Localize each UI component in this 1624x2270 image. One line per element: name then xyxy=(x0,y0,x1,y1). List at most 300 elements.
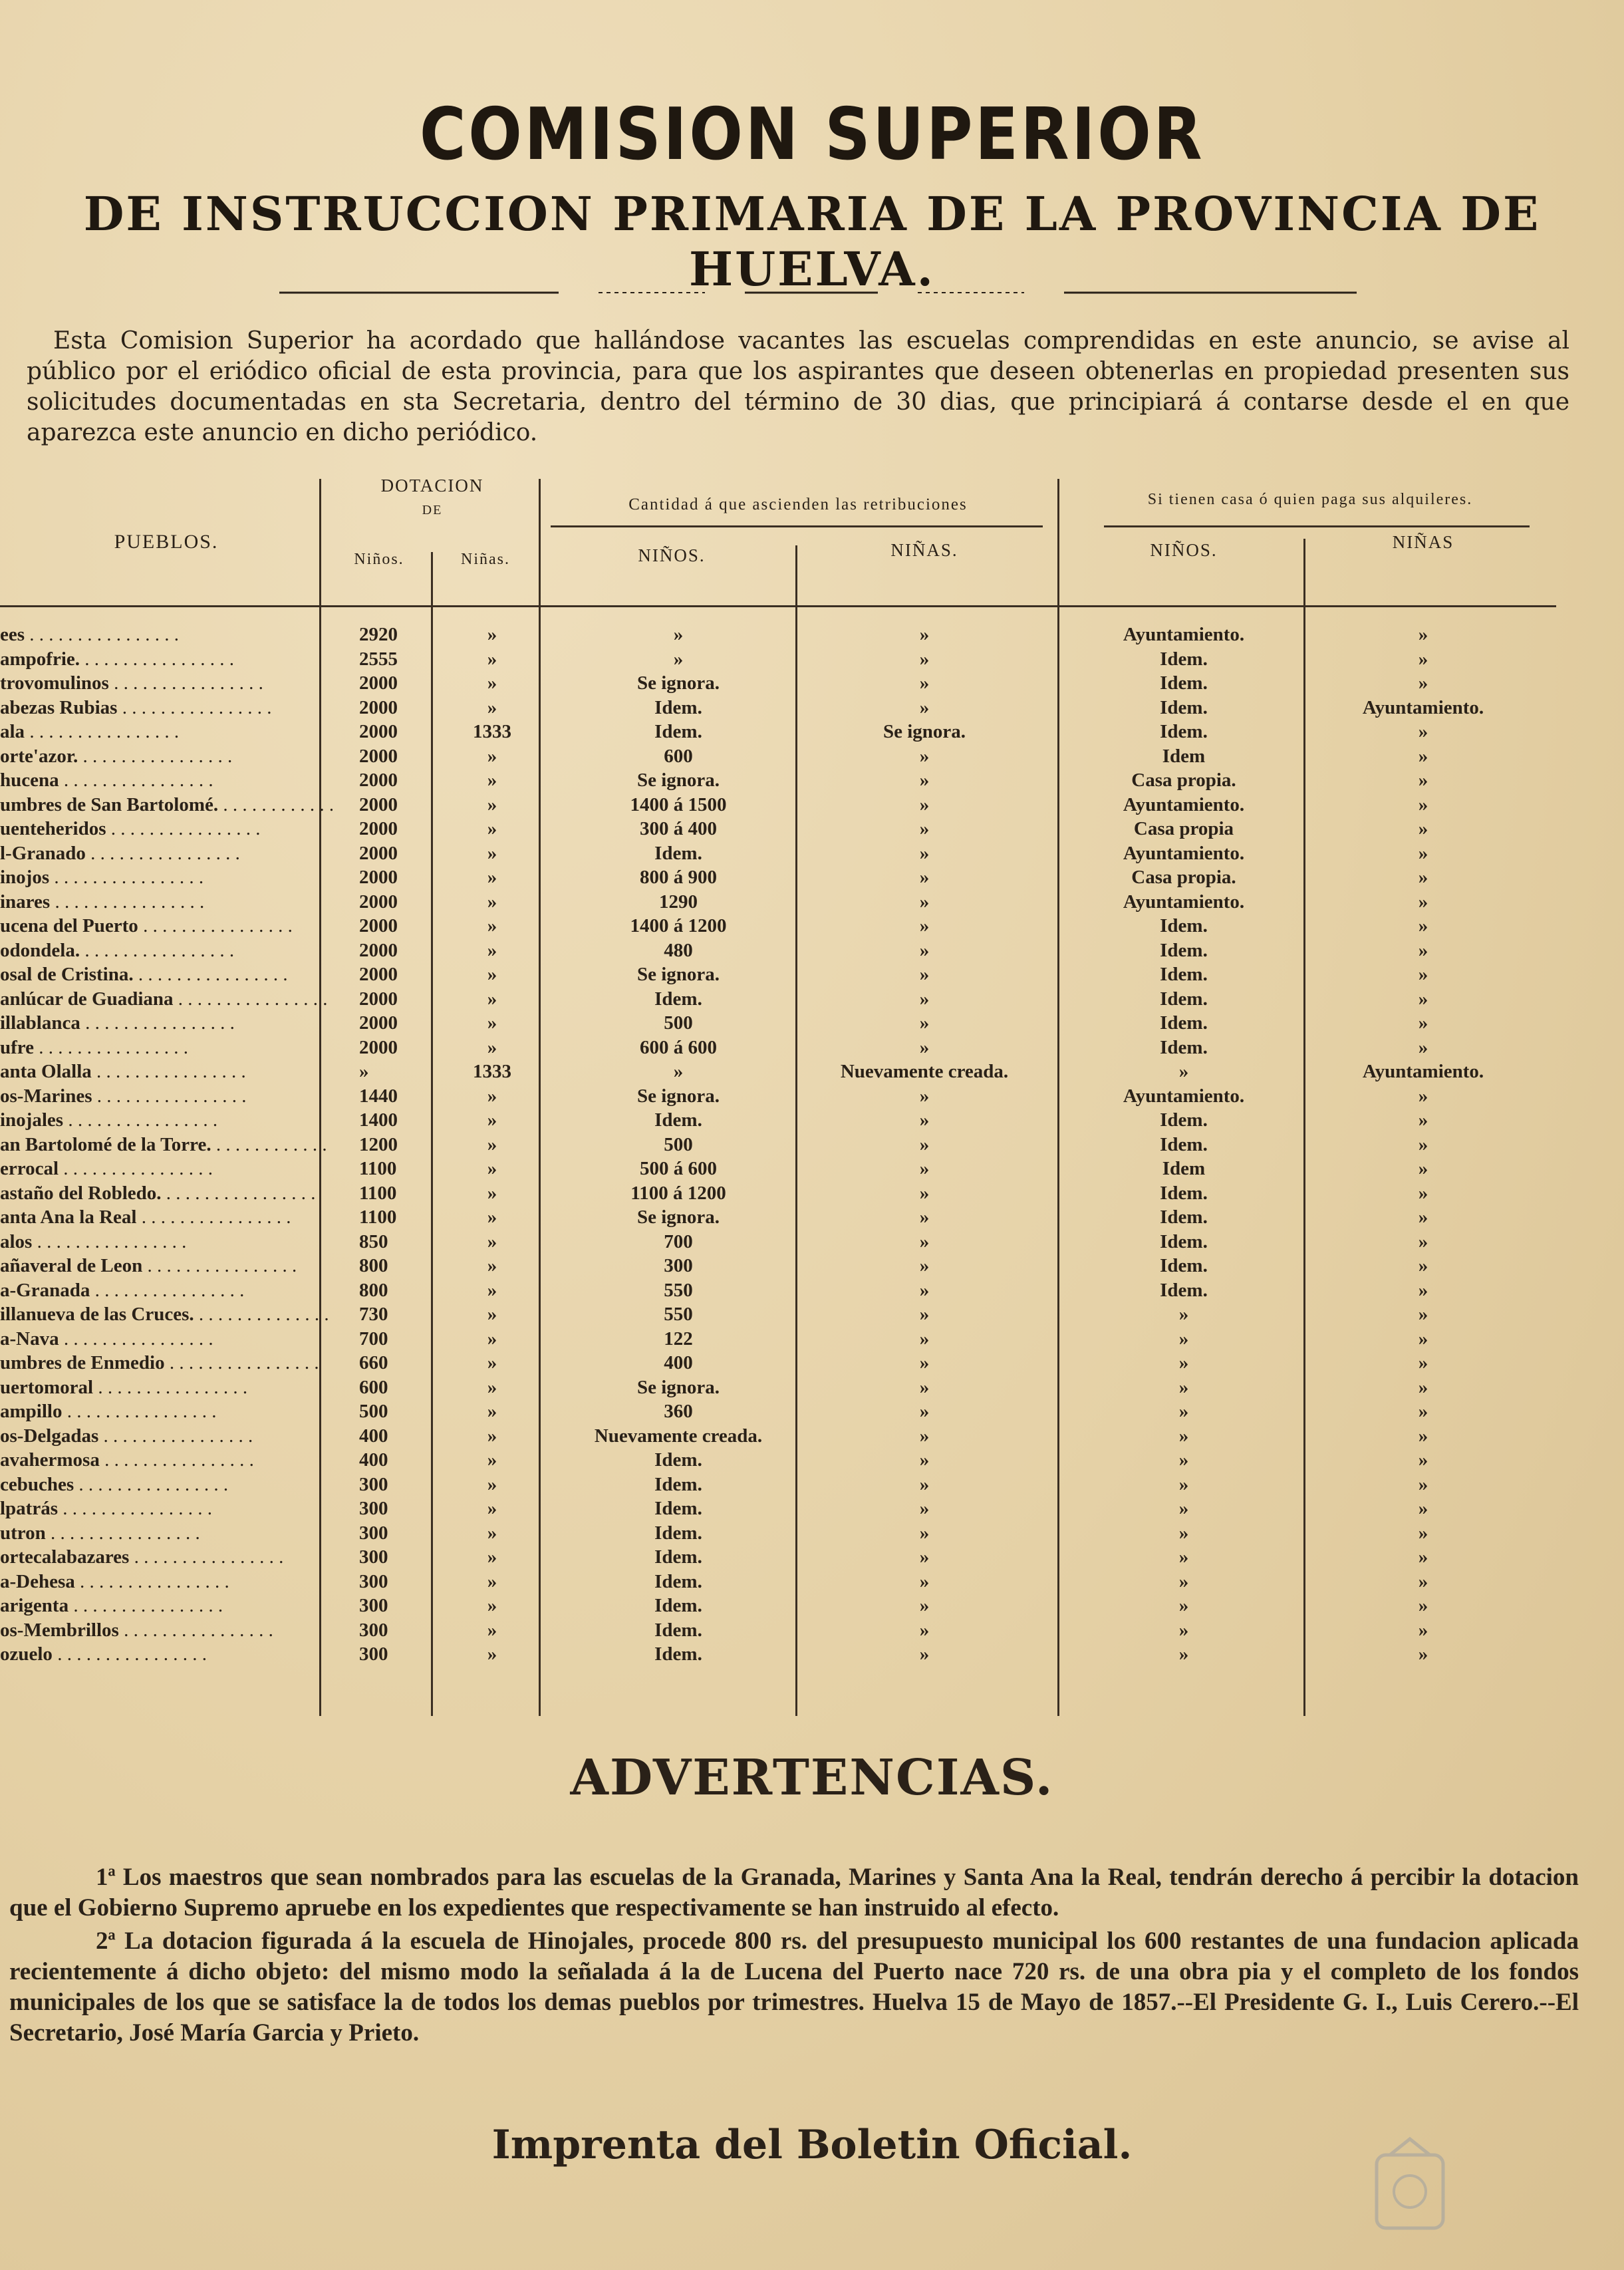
casa-ninas: » xyxy=(1418,1352,1428,1373)
retrib-ninos: Se ignora. xyxy=(636,1376,720,1398)
retrib-ninas: » xyxy=(919,1595,930,1616)
dotacion-ninas: » xyxy=(487,1570,497,1592)
casa-ninos: » xyxy=(1178,1061,1189,1082)
dotacion-ninos: 1100 xyxy=(359,1158,397,1179)
casa-ninas: » xyxy=(1418,1158,1428,1179)
table-row xyxy=(0,1134,1624,1159)
casa-ninos: Ayuntamiento. xyxy=(1123,1085,1245,1107)
table-row xyxy=(0,1425,1624,1450)
retrib-ninos: Idem. xyxy=(654,842,702,864)
casa-ninas: » xyxy=(1418,1570,1428,1592)
dotacion-ninos: 300 xyxy=(359,1643,388,1665)
retrib-ninas: » xyxy=(919,1401,930,1422)
decorative-rule xyxy=(279,287,1357,298)
pueblo-name: anta Olalla . . . xyxy=(0,1061,333,1083)
casa-ninos: » xyxy=(1178,1570,1189,1592)
casa-ninos: Idem. xyxy=(1160,1109,1208,1131)
retrib-ninos: 1290 xyxy=(659,891,698,913)
table-row xyxy=(0,1546,1624,1571)
casa-ninos: Idem xyxy=(1162,745,1206,767)
casa-ninos: Casa propia xyxy=(1133,818,1234,839)
retrib-ninos: Idem. xyxy=(654,1643,702,1665)
casa-ninas: » xyxy=(1418,1546,1428,1568)
casa-ninas: » xyxy=(1418,1012,1428,1034)
pueblo-name: uertomoral . . . xyxy=(0,1377,333,1399)
casa-ninos: » xyxy=(1178,1643,1189,1665)
dotacion-ninos: 300 xyxy=(359,1546,388,1568)
casa-ninas: » xyxy=(1418,1473,1428,1495)
dotacion-ninas: » xyxy=(487,745,497,767)
header-dotacion: DOTACION xyxy=(380,476,484,496)
casa-ninos: Idem. xyxy=(1160,1036,1208,1058)
pueblo-name: inares . . . xyxy=(0,891,333,913)
table-row xyxy=(0,1158,1624,1183)
casa-ninos: » xyxy=(1178,1619,1189,1641)
header-retrib-ninas: NIÑAS. xyxy=(890,540,958,560)
retrib-ninas: » xyxy=(919,672,930,694)
dotacion-ninas: » xyxy=(487,1230,497,1252)
dotacion-ninas: » xyxy=(487,1304,497,1325)
retrib-ninas: » xyxy=(919,624,930,645)
dotacion-ninas: » xyxy=(487,1085,497,1107)
table-row xyxy=(0,1571,1624,1596)
casa-ninas: » xyxy=(1418,1328,1428,1349)
dotacion-ninas: » xyxy=(487,793,497,815)
retrib-ninas: » xyxy=(919,964,930,985)
table-row xyxy=(0,867,1624,891)
table-row xyxy=(0,1109,1624,1134)
pueblo-name: l-Granado . . . xyxy=(0,843,333,865)
retrib-ninas: » xyxy=(919,1279,930,1301)
dotacion-ninas: » xyxy=(487,915,497,936)
retrib-ninas: » xyxy=(919,1376,930,1398)
table-row xyxy=(0,794,1624,819)
dotacion-ninos: 700 xyxy=(359,1328,388,1349)
table-row xyxy=(0,770,1624,794)
retrib-ninos: 800 á 900 xyxy=(640,867,717,888)
retrib-ninas: » xyxy=(919,1255,930,1276)
retrib-ninas: » xyxy=(919,939,930,961)
retrib-ninas: » xyxy=(919,1473,930,1495)
dotacion-ninos: 2000 xyxy=(359,867,398,888)
dotacion-ninas: 1333 xyxy=(473,1061,511,1082)
advertencias-title: ADVERTENCIAS. xyxy=(570,1749,1054,1806)
dotacion-ninas: » xyxy=(487,842,497,864)
retrib-ninos: » xyxy=(673,648,684,670)
casa-ninas: » xyxy=(1418,988,1428,1010)
dotacion-ninas: » xyxy=(487,988,497,1010)
retrib-ninas: » xyxy=(919,818,930,839)
pueblo-name: cebuches . . . xyxy=(0,1474,333,1496)
retrib-ninas: » xyxy=(919,1230,930,1252)
pueblo-name: astaño del Robledo. . . . xyxy=(0,1183,333,1205)
casa-ninas: Ayuntamiento. xyxy=(1362,696,1484,718)
retrib-ninos: Se ignora. xyxy=(636,672,720,694)
casa-ninas: » xyxy=(1418,891,1428,913)
casa-ninos: Idem xyxy=(1162,1158,1206,1179)
table-row xyxy=(0,1037,1624,1062)
casa-ninas: » xyxy=(1418,1036,1428,1058)
retrib-ninos: Se ignora. xyxy=(636,1085,720,1107)
pueblo-name: odondela. . . . xyxy=(0,940,333,962)
casa-ninas: » xyxy=(1418,1425,1428,1447)
pueblo-name: inojales . . . xyxy=(0,1109,333,1131)
printer-imprint: Imprenta del Boletin Oficial. xyxy=(491,2122,1133,2168)
dotacion-ninas: » xyxy=(487,1401,497,1422)
dotacion-ninos: 2000 xyxy=(359,1036,398,1058)
retrib-ninos: 500 á 600 xyxy=(640,1158,717,1179)
pueblo-name: illanueva de las Cruces. . . . xyxy=(0,1304,333,1326)
table-row xyxy=(0,1377,1624,1401)
pueblo-name: a-Nava . . . xyxy=(0,1328,333,1350)
dotacion-ninos: 2000 xyxy=(359,818,398,839)
dotacion-ninas: » xyxy=(487,1255,497,1276)
pueblo-name: ampillo . . . xyxy=(0,1401,333,1423)
casa-ninas: Ayuntamiento. xyxy=(1362,1061,1484,1082)
casa-ninos: » xyxy=(1178,1498,1189,1519)
table-row xyxy=(0,697,1624,722)
pueblo-name: trovomulinos . . . xyxy=(0,672,333,694)
dotacion-ninos: 1400 xyxy=(359,1109,398,1131)
casa-ninos: Idem. xyxy=(1160,1279,1208,1301)
casa-ninos: » xyxy=(1178,1328,1189,1349)
header-retrib-ninos: NIÑOS. xyxy=(638,545,706,565)
retrib-ninos: 300 á 400 xyxy=(640,818,717,839)
advertencia-1: 1ª Los maestros que sean nombrados para las escuelas de la Granada, Marines y Santa Ana la Real, tendrán derecho á percibir la dotacion que el Gobierno Supremo apruebe en los expedientes que respectivamente se han instruido al efecto. xyxy=(9,1864,1579,1921)
retrib-ninos: 300 xyxy=(664,1255,693,1276)
retrib-ninos: 550 xyxy=(664,1304,693,1325)
retrib-ninos: Idem. xyxy=(654,1522,702,1544)
dotacion-ninos: 2000 xyxy=(359,793,398,815)
retrib-ninos: » xyxy=(673,624,684,645)
casa-ninas: » xyxy=(1418,1619,1428,1641)
dotacion-ninas: » xyxy=(487,939,497,961)
dotacion-ninos: 2000 xyxy=(359,988,398,1010)
table-row xyxy=(0,624,1624,648)
casa-ninas: » xyxy=(1418,818,1428,839)
dotacion-ninos: 2000 xyxy=(359,891,398,913)
retrib-ninos: Idem. xyxy=(654,1109,702,1131)
casa-ninos: Idem. xyxy=(1160,1133,1208,1155)
retrib-ninas: » xyxy=(919,915,930,936)
dotacion-ninos: 300 xyxy=(359,1570,388,1592)
header-ninos-short: Niños. xyxy=(354,551,404,568)
pueblo-name: abezas Rubias . . . xyxy=(0,697,333,719)
table-row xyxy=(0,1328,1624,1353)
pueblo-name: ufre . . . xyxy=(0,1037,333,1059)
retrib-ninas: » xyxy=(919,1182,930,1204)
casa-ninas: » xyxy=(1418,1133,1428,1155)
retrib-ninas: » xyxy=(919,1643,930,1665)
dotacion-ninas: 1333 xyxy=(473,721,511,742)
page-title: COMISION SUPERIOR xyxy=(419,93,1205,176)
retrib-ninas: » xyxy=(919,793,930,815)
casa-ninos: Ayuntamiento. xyxy=(1123,624,1245,645)
dotacion-ninos: 2000 xyxy=(359,842,398,864)
dotacion-ninos: 2000 xyxy=(359,939,398,961)
dotacion-ninas: » xyxy=(487,1133,497,1155)
dotacion-ninos: 1440 xyxy=(359,1085,398,1107)
pueblo-name: a-Granada . . . xyxy=(0,1280,333,1302)
retrib-ninas: Se ignora. xyxy=(882,721,966,742)
dotacion-ninos: 1100 xyxy=(359,1182,397,1204)
pueblo-name: errocal . . . xyxy=(0,1158,333,1180)
dotacion-ninas: » xyxy=(487,1425,497,1447)
dotacion-ninos: 1200 xyxy=(359,1133,398,1155)
casa-ninos: Idem. xyxy=(1160,988,1208,1010)
table-row xyxy=(0,1643,1624,1668)
retrib-ninos: » xyxy=(673,1061,684,1082)
header-casa-ninos: NIÑOS. xyxy=(1150,540,1218,560)
casa-ninas: » xyxy=(1418,939,1428,961)
dotacion-ninos: 730 xyxy=(359,1304,388,1325)
retrib-ninos: 500 xyxy=(664,1133,693,1155)
retrib-ninas: » xyxy=(919,770,930,791)
header-casa-ninas: NIÑAS xyxy=(1392,532,1454,552)
dotacion-ninas: » xyxy=(487,1328,497,1349)
pueblo-name: ucena del Puerto . . . xyxy=(0,915,333,937)
casa-ninos: » xyxy=(1178,1425,1189,1447)
header-ninas-short: Niñas. xyxy=(461,551,510,568)
table-row xyxy=(0,1304,1624,1328)
dotacion-ninas: » xyxy=(487,867,497,888)
pueblo-name: ortecalabazares . . . xyxy=(0,1546,333,1568)
casa-ninos: Idem. xyxy=(1160,915,1208,936)
casa-ninas: » xyxy=(1418,1376,1428,1398)
dotacion-ninas: » xyxy=(487,1012,497,1034)
table-row xyxy=(0,940,1624,964)
dotacion-ninos: 300 xyxy=(359,1473,388,1495)
table-row xyxy=(0,1522,1624,1547)
pueblo-name: utron . . . xyxy=(0,1522,333,1544)
casa-ninos: Idem. xyxy=(1160,721,1208,742)
retrib-ninos: Idem. xyxy=(654,696,702,718)
retrib-ninos: Idem. xyxy=(654,1546,702,1568)
table-row xyxy=(0,915,1624,940)
library-seal-icon xyxy=(1370,2135,1450,2235)
retrib-ninos: 600 á 600 xyxy=(640,1036,717,1058)
casa-ninos: Casa propia. xyxy=(1131,770,1236,791)
retrib-ninas: » xyxy=(919,891,930,913)
dotacion-ninas: » xyxy=(487,1182,497,1204)
retrib-ninas: » xyxy=(919,1109,930,1131)
casa-ninas: » xyxy=(1418,672,1428,694)
pueblo-name: hucena . . . xyxy=(0,770,333,791)
retrib-ninos: Idem. xyxy=(654,988,702,1010)
casa-ninas: » xyxy=(1418,1595,1428,1616)
table-row xyxy=(0,988,1624,1013)
casa-ninas: » xyxy=(1418,1279,1428,1301)
dotacion-ninas: » xyxy=(487,1546,497,1568)
dotacion-ninos: 800 xyxy=(359,1255,388,1276)
table-row xyxy=(0,721,1624,746)
dotacion-ninos: 2000 xyxy=(359,915,398,936)
dotacion-ninas: » xyxy=(487,624,497,645)
dotacion-ninas: » xyxy=(487,1376,497,1398)
pueblo-name: anta Ana la Real . . . xyxy=(0,1206,333,1228)
table-row xyxy=(0,1012,1624,1037)
table-row xyxy=(0,1255,1624,1280)
pueblo-name: orte'azor. . . . xyxy=(0,746,333,768)
retrib-ninos: 600 xyxy=(664,745,693,767)
retrib-ninos: 1400 á 1200 xyxy=(630,915,727,936)
casa-ninas: » xyxy=(1418,1255,1428,1276)
pueblo-name: uenteheridos . . . xyxy=(0,818,333,840)
table-row xyxy=(0,818,1624,843)
retrib-ninos: Idem. xyxy=(654,1473,702,1495)
retrib-ninas: » xyxy=(919,1328,930,1349)
table-row xyxy=(0,1352,1624,1377)
dotacion-ninos: 300 xyxy=(359,1498,388,1519)
dotacion-ninas: » xyxy=(487,891,497,913)
retrib-ninas: » xyxy=(919,1546,930,1568)
casa-ninas: » xyxy=(1418,1085,1428,1107)
casa-ninas: » xyxy=(1418,1206,1428,1228)
casa-ninas: » xyxy=(1418,1498,1428,1519)
page-subtitle: DE INSTRUCCION PRIMARIA DE LA PROVINCIA DE HUELVA. xyxy=(83,186,1541,297)
table-row xyxy=(0,746,1624,770)
pueblo-name: a-Dehesa . . . xyxy=(0,1571,333,1593)
pueblo-name: an Bartolomé de la Torre. . . . xyxy=(0,1134,333,1156)
pueblo-name: os-Membrillos . . . xyxy=(0,1620,333,1641)
dotacion-ninos: 2000 xyxy=(359,745,398,767)
dotacion-ninas: » xyxy=(487,1522,497,1544)
dotacion-ninas: » xyxy=(487,1279,497,1301)
retrib-ninos: 700 xyxy=(664,1230,693,1252)
retrib-ninas: » xyxy=(919,1498,930,1519)
table-row xyxy=(0,1620,1624,1644)
retrib-ninas: » xyxy=(919,1304,930,1325)
casa-ninos: » xyxy=(1178,1595,1189,1616)
dotacion-ninas: » xyxy=(487,696,497,718)
casa-ninas: » xyxy=(1418,867,1428,888)
casa-ninas: » xyxy=(1418,842,1428,864)
dotacion-ninos: 1100 xyxy=(359,1206,397,1228)
retrib-ninas: » xyxy=(919,1425,930,1447)
dotacion-ninos: 2000 xyxy=(359,770,398,791)
casa-ninos: Idem. xyxy=(1160,1182,1208,1204)
pueblo-name: illablanca . . . xyxy=(0,1012,333,1034)
casa-ninos: Idem. xyxy=(1160,939,1208,961)
retrib-ninos: Idem. xyxy=(654,721,702,742)
casa-ninos: » xyxy=(1178,1401,1189,1422)
retrib-ninos: Idem. xyxy=(654,1570,702,1592)
retrib-ninos: 480 xyxy=(664,939,693,961)
retrib-ninos: 1400 á 1500 xyxy=(630,793,727,815)
casa-ninos: Ayuntamiento. xyxy=(1123,842,1245,864)
pueblo-name: alos . . . xyxy=(0,1231,333,1253)
table-row xyxy=(0,1595,1624,1620)
dotacion-ninas: » xyxy=(487,1595,497,1616)
retrib-ninos: Se ignora. xyxy=(636,770,720,791)
header-de: DE xyxy=(422,503,443,517)
retrib-ninos: 360 xyxy=(664,1401,693,1422)
retrib-ninas: » xyxy=(919,1352,930,1373)
casa-ninos: Idem. xyxy=(1160,672,1208,694)
retrib-ninos: Se ignora. xyxy=(636,964,720,985)
dotacion-ninas: » xyxy=(487,964,497,985)
table-row xyxy=(0,672,1624,697)
dotacion-ninos: 300 xyxy=(359,1522,388,1544)
header-casa: Si tienen casa ó quien paga sus alquileres. xyxy=(1147,491,1473,508)
dotacion-ninas: » xyxy=(487,1643,497,1665)
table-row xyxy=(0,891,1624,916)
dotacion-ninos: » xyxy=(359,1061,369,1082)
retrib-ninas: » xyxy=(919,696,930,718)
dotacion-ninos: 800 xyxy=(359,1279,388,1301)
casa-ninas: » xyxy=(1418,1109,1428,1131)
pueblo-name: arigenta . . . xyxy=(0,1595,333,1617)
intro-paragraph: Esta Comision Superior ha acordado que hallándose vacantes las escuelas comprendidas en este anuncio, se avise al público por el eriódico oficial de esta provincia, para que los aspirantes que deseen obtenerlas en propiedad presenten sus solicitudes documentadas en sta Secretaria, dentro del término de 30 dias, que principiará á contarse desde el en que aparezca este anuncio en dicho periódico. xyxy=(27,327,1569,446)
pueblo-name: ampofrie. . . . xyxy=(0,648,333,670)
pueblo-name: umbres de San Bartolomé. . . . xyxy=(0,794,333,816)
casa-ninas: » xyxy=(1418,1401,1428,1422)
dotacion-ninas: » xyxy=(487,1206,497,1228)
header-retribuciones: Cantidad á que ascienden las retribuciones xyxy=(628,496,968,513)
casa-ninos: Ayuntamiento. xyxy=(1123,891,1245,913)
pueblo-name: anlúcar de Guadiana . . . xyxy=(0,988,333,1010)
retrib-ninos: Idem. xyxy=(654,1449,702,1471)
casa-ninas: » xyxy=(1418,1182,1428,1204)
pueblo-name: avahermosa . . . xyxy=(0,1449,333,1471)
dotacion-ninos: 400 xyxy=(359,1449,388,1471)
dotacion-ninas: » xyxy=(487,672,497,694)
dotacion-ninos: 660 xyxy=(359,1352,388,1373)
casa-ninos: Idem. xyxy=(1160,1206,1208,1228)
table-row xyxy=(0,843,1624,867)
dotacion-ninas: » xyxy=(487,1449,497,1471)
dotacion-ninos: 500 xyxy=(359,1401,388,1422)
casa-ninos: Idem. xyxy=(1160,964,1208,985)
casa-ninas: » xyxy=(1418,1304,1428,1325)
casa-ninas: » xyxy=(1418,745,1428,767)
dotacion-ninos: 2555 xyxy=(359,648,398,670)
pueblo-name: añaveral de Leon . . . xyxy=(0,1255,333,1277)
pueblo-name: umbres de Enmedio . . . xyxy=(0,1352,333,1374)
casa-ninos: Casa propia. xyxy=(1131,867,1236,888)
casa-ninas: » xyxy=(1418,915,1428,936)
dotacion-ninos: 850 xyxy=(359,1230,388,1252)
dotacion-ninos: 2000 xyxy=(359,721,398,742)
casa-ninas: » xyxy=(1418,721,1428,742)
dotacion-ninas: » xyxy=(487,1619,497,1641)
dotacion-ninas: » xyxy=(487,1109,497,1131)
casa-ninos: » xyxy=(1178,1522,1189,1544)
casa-ninos: Ayuntamiento. xyxy=(1123,793,1245,815)
table-row xyxy=(0,964,1624,988)
dotacion-ninos: 2920 xyxy=(359,624,398,645)
casa-ninos: » xyxy=(1178,1304,1189,1325)
dotacion-ninas: » xyxy=(487,1473,497,1495)
retrib-ninos: Se ignora. xyxy=(636,1206,720,1228)
retrib-ninas: » xyxy=(919,867,930,888)
casa-ninos: » xyxy=(1178,1449,1189,1471)
table-row xyxy=(0,1498,1624,1522)
pueblo-name: osal de Cristina. . . . xyxy=(0,964,333,986)
casa-ninas: » xyxy=(1418,648,1428,670)
table-row xyxy=(0,1061,1624,1085)
header-rule xyxy=(551,525,1043,527)
header-pueblos: PUEBLOS. xyxy=(114,531,219,553)
retrib-ninos: Nuevamente creada. xyxy=(594,1425,763,1447)
retrib-ninas: » xyxy=(919,1206,930,1228)
retrib-ninas: » xyxy=(919,1036,930,1058)
dotacion-ninos: 2000 xyxy=(359,672,398,694)
retrib-ninas: » xyxy=(919,1570,930,1592)
pueblo-name: ala . . . xyxy=(0,721,333,743)
casa-ninas: » xyxy=(1418,1522,1428,1544)
casa-ninos: Idem. xyxy=(1160,696,1208,718)
